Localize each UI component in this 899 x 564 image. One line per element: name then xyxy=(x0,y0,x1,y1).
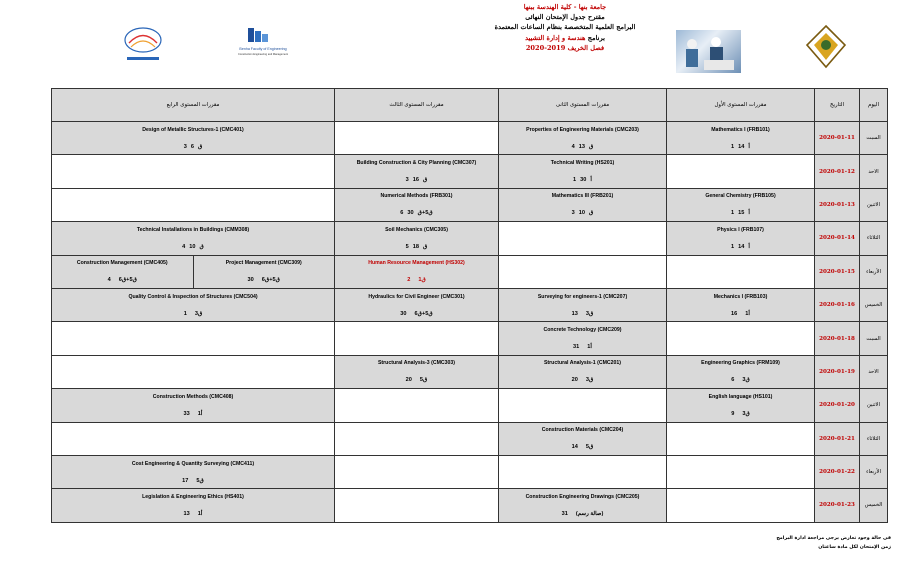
course-cell xyxy=(52,489,335,522)
student-count: 10 xyxy=(578,210,585,217)
student-count: 15 xyxy=(738,210,745,217)
header-program-name: هندسة و إدارة التشييد xyxy=(525,33,586,42)
course-cell xyxy=(335,222,499,255)
exam-day: الثلاثاء xyxy=(860,422,888,455)
header-line4 xyxy=(450,33,680,43)
hall-code: ق3 xyxy=(571,210,594,217)
faculty-logo-text: Benha Faculty of Engineering xyxy=(239,47,287,51)
student-count: 2 xyxy=(407,277,411,284)
empty-cell xyxy=(335,489,499,522)
course-name: Construction Engineering Drawings (CMC205) xyxy=(525,493,640,500)
hall-code: أ1 xyxy=(745,310,750,317)
exam-date: 2020-01-20 xyxy=(815,389,860,422)
course-cell xyxy=(335,255,499,288)
schedule-row xyxy=(52,389,888,422)
schedule-row xyxy=(52,122,888,155)
course-name: Construction Materials (CMC204) xyxy=(541,427,624,434)
student-count: 30 xyxy=(407,210,414,217)
header-program-prefix: برنامج xyxy=(585,33,605,42)
course-name: Numerical Methods (FRB301) xyxy=(380,193,453,200)
exam-day: السبت xyxy=(860,122,888,155)
course-name: Building Construction & City Planning (CMC307) xyxy=(356,160,477,167)
header-line2: مقترح جدول الإمتحان النهائى xyxy=(525,13,605,22)
empty-cell xyxy=(667,489,815,522)
course-name: Properties of Engineering Materials (CMC203) xyxy=(526,126,639,133)
empty-cell xyxy=(52,322,335,355)
hall-code: أ1 xyxy=(731,243,750,250)
hall-code: ق5 xyxy=(419,377,428,384)
student-count: 14 xyxy=(738,143,745,150)
empty-cell xyxy=(499,455,667,488)
exam-date: 2020-01-15 xyxy=(815,255,860,288)
course-name: Technical Installations in Buildings (CMM308) xyxy=(136,226,250,233)
hall-code: ق3 xyxy=(183,143,203,150)
empty-cell xyxy=(667,322,815,355)
student-count: 10 xyxy=(189,243,196,250)
student-count: 13 xyxy=(571,310,578,317)
benha-university-seal xyxy=(803,23,849,71)
course-cell xyxy=(52,455,335,488)
empty-cell xyxy=(335,389,499,422)
schedule-row xyxy=(52,255,888,288)
student-count: 1 xyxy=(183,310,187,317)
hall-code: ق3 xyxy=(742,410,750,417)
course-cell xyxy=(335,355,499,388)
course-cell xyxy=(499,489,667,522)
empty-cell xyxy=(335,122,499,155)
exam-date: 2020-01-14 xyxy=(815,222,860,255)
student-count: 18 xyxy=(412,243,419,250)
course-cell xyxy=(667,389,815,422)
schedule-row xyxy=(52,489,888,522)
schedule-row xyxy=(52,188,888,221)
header-day: اليوم xyxy=(860,89,888,122)
course-cell xyxy=(52,222,335,255)
student-count: 6 xyxy=(190,143,194,150)
student-count: 20 xyxy=(571,377,578,384)
student-count: 14 xyxy=(571,444,578,451)
header-title xyxy=(450,2,680,53)
exam-date: 2020-01-19 xyxy=(815,355,860,388)
exam-date: 2020-01-12 xyxy=(815,155,860,188)
student-count: 16 xyxy=(412,177,419,184)
course-name: Quality Control & Inspection of Structures (CMC504) xyxy=(128,293,258,300)
course-name: Soil Mechanics (CMC305) xyxy=(385,226,448,233)
hall-code: أ1 xyxy=(197,510,203,517)
exam-day: الاثنين xyxy=(860,188,888,221)
hall-code: ق3 xyxy=(194,310,203,317)
course-name: Structural Analysis-1 (CMC201) xyxy=(543,360,622,367)
course-name: Hydraulics for Civil Engineer (CMC301) xyxy=(368,293,465,300)
hall-code: ق3 xyxy=(585,310,594,317)
hall-code: أ1 xyxy=(731,210,750,217)
hall-code: ق5 xyxy=(196,477,204,484)
header-semester: فصل الخريف 2019-2020 xyxy=(525,43,605,52)
course-cell xyxy=(335,188,499,221)
student-count: 30 xyxy=(247,277,254,284)
course-cell xyxy=(193,256,335,288)
course-name: General Chemistry (FRB105) xyxy=(705,193,776,200)
empty-cell xyxy=(667,155,815,188)
schedule-row xyxy=(52,222,888,255)
course-cell xyxy=(499,355,667,388)
hall-code: ق5+ق6 xyxy=(400,210,433,217)
student-count: 20 xyxy=(405,377,412,384)
student-count: 30 xyxy=(580,177,587,184)
student-count: 33 xyxy=(183,410,190,417)
exam-day: الأربعاء xyxy=(860,455,888,488)
hall-code: (صالة رسم) xyxy=(575,510,604,517)
schedule-row xyxy=(52,422,888,455)
hall-code: أ1 xyxy=(731,143,750,150)
hall-code: ق3 xyxy=(405,177,428,184)
exam-day: الاثنين xyxy=(860,389,888,422)
hall-code: ق4 xyxy=(571,143,594,150)
student-count: 4 xyxy=(107,277,111,284)
course-name: Structural Analysis-3 (CMC303) xyxy=(377,360,456,367)
student-count: 9 xyxy=(731,410,735,417)
student-count: 13 xyxy=(578,143,585,150)
course-name: Legislation & Engineering Ethics (HS401) xyxy=(142,493,244,500)
student-count: 16 xyxy=(731,310,738,317)
hall-code: ق3 xyxy=(742,377,750,384)
empty-cell xyxy=(52,155,335,188)
course-name: Human Resource Management (HS302) xyxy=(368,260,465,267)
course-cell xyxy=(335,288,499,321)
course-cell xyxy=(667,122,815,155)
exam-date: 2020-01-23 xyxy=(815,489,860,522)
course-cell xyxy=(499,122,667,155)
hall-code: ق5+ق6 xyxy=(118,277,137,284)
exam-day: الاحد xyxy=(860,355,888,388)
course-name: Mathematics III (FRB201) xyxy=(551,193,614,200)
empty-cell xyxy=(499,255,667,288)
hall-code: ق4 xyxy=(182,243,204,250)
student-count: 6 xyxy=(731,377,735,384)
course-cell xyxy=(52,288,335,321)
course-name: Construction Management (CMC405) xyxy=(76,260,168,267)
schedule-row xyxy=(52,355,888,388)
header-level4: مقررات المستوى الرابع xyxy=(52,89,335,122)
exam-date: 2020-01-16 xyxy=(815,288,860,321)
student-count: 31 xyxy=(573,344,580,351)
hall-code: ق1 xyxy=(418,277,426,284)
exam-day: السبت xyxy=(860,322,888,355)
header-level3: مقررات المستوى الثالث xyxy=(335,89,499,122)
exam-date: 2020-01-18 xyxy=(815,322,860,355)
header-line3: البرامج العلمية المتخصصة بنظام الساعات المعتمدة xyxy=(494,23,636,32)
header-date: التاريخ xyxy=(815,89,860,122)
course-name: Engineering Graphics (FRM109) xyxy=(701,360,780,367)
course-name: Mechanics I (FRB103) xyxy=(713,293,768,300)
exam-day: الثلاثاء xyxy=(860,222,888,255)
exam-day: الأربعاء xyxy=(860,255,888,288)
exam-date: 2020-01-21 xyxy=(815,422,860,455)
course-cell xyxy=(499,155,667,188)
schedule-row xyxy=(52,322,888,355)
empty-cell xyxy=(52,355,335,388)
course-cell xyxy=(499,188,667,221)
hall-code: ق5+ق6 xyxy=(261,277,280,284)
course-cell xyxy=(499,422,667,455)
hall-code: ق5 xyxy=(585,444,594,451)
empty-cell xyxy=(667,255,815,288)
empty-cell xyxy=(667,455,815,488)
course-name: Construction Methods (CMC408) xyxy=(152,393,234,400)
schedule-row xyxy=(52,455,888,488)
course-name: Project Management (CMC309) xyxy=(225,260,302,267)
course-name: Design of Metallic Structures-1 (CMC401) xyxy=(142,126,244,133)
faculty-logo xyxy=(228,26,298,66)
hall-code: ق3 xyxy=(585,377,594,384)
empty-cell xyxy=(335,322,499,355)
course-cell xyxy=(667,288,815,321)
course-name: Mathematics I (FRB101) xyxy=(711,126,770,133)
hall-code: أ1 xyxy=(587,344,592,351)
course-cell xyxy=(52,122,335,155)
page-header xyxy=(0,0,899,86)
course-cell xyxy=(499,288,667,321)
split-course-cell xyxy=(52,255,335,288)
course-name: Physics I (FRB107) xyxy=(717,226,764,233)
exam-day: الخميس xyxy=(860,489,888,522)
schedule-row xyxy=(52,288,888,321)
course-cell xyxy=(335,155,499,188)
course-cell xyxy=(52,256,193,288)
hall-code: أ1 xyxy=(573,177,592,184)
student-count: 17 xyxy=(182,477,189,484)
exam-date: 2020-01-13 xyxy=(815,188,860,221)
header-line1: جامعة بنها - كلية الهندسة ببنها xyxy=(523,3,607,11)
course-name: English language (HS101) xyxy=(708,393,773,400)
course-cell xyxy=(499,322,667,355)
note-conflict: فى حالة وجود تعارض يرجى مراجعة ادارة البرامج xyxy=(776,536,891,541)
empty-cell xyxy=(335,422,499,455)
exam-date: 2020-01-11 xyxy=(815,122,860,155)
student-count: 13 xyxy=(183,510,190,517)
student-count: 30 xyxy=(400,310,407,317)
exam-day: الاحد xyxy=(860,155,888,188)
hall-code: ق5 xyxy=(405,243,428,250)
empty-cell xyxy=(52,188,335,221)
hall-code: أ1 xyxy=(197,410,203,417)
student-count: 31 xyxy=(561,510,568,517)
course-name: Surveying for engineers-1 (CMC207) xyxy=(537,293,628,300)
course-cell xyxy=(667,188,815,221)
header-level1: مقررات المستوى الأول xyxy=(667,89,815,122)
empty-cell xyxy=(499,389,667,422)
course-name: Cost Engineering & Quantity Surveying (CMC411) xyxy=(131,460,255,467)
exam-date: 2020-01-22 xyxy=(815,455,860,488)
student-count: 14 xyxy=(738,243,745,250)
schedule-row xyxy=(52,155,888,188)
empty-cell xyxy=(335,455,499,488)
footer-notes xyxy=(760,534,891,552)
empty-cell xyxy=(52,422,335,455)
course-name: Concrete Technology (CMC209) xyxy=(543,327,622,334)
university-logo xyxy=(117,23,169,65)
header-level2: مقررات المستوى الثانى xyxy=(499,89,667,122)
course-cell xyxy=(667,355,815,388)
course-cell xyxy=(667,222,815,255)
exam-day: الخميس xyxy=(860,288,888,321)
course-cell xyxy=(52,389,335,422)
note-duration: زمن الإمتحان لكل مادة ساعتان xyxy=(818,545,891,550)
course-name: Technical Writing (HS201) xyxy=(550,160,615,167)
engineers-photo xyxy=(676,30,741,73)
empty-cell xyxy=(499,222,667,255)
empty-cell xyxy=(667,422,815,455)
faculty-logo-subtext: Construction Engineering and Management xyxy=(237,53,289,56)
hall-code: ق5+ق6 xyxy=(414,310,433,317)
exam-schedule-table xyxy=(51,88,888,523)
